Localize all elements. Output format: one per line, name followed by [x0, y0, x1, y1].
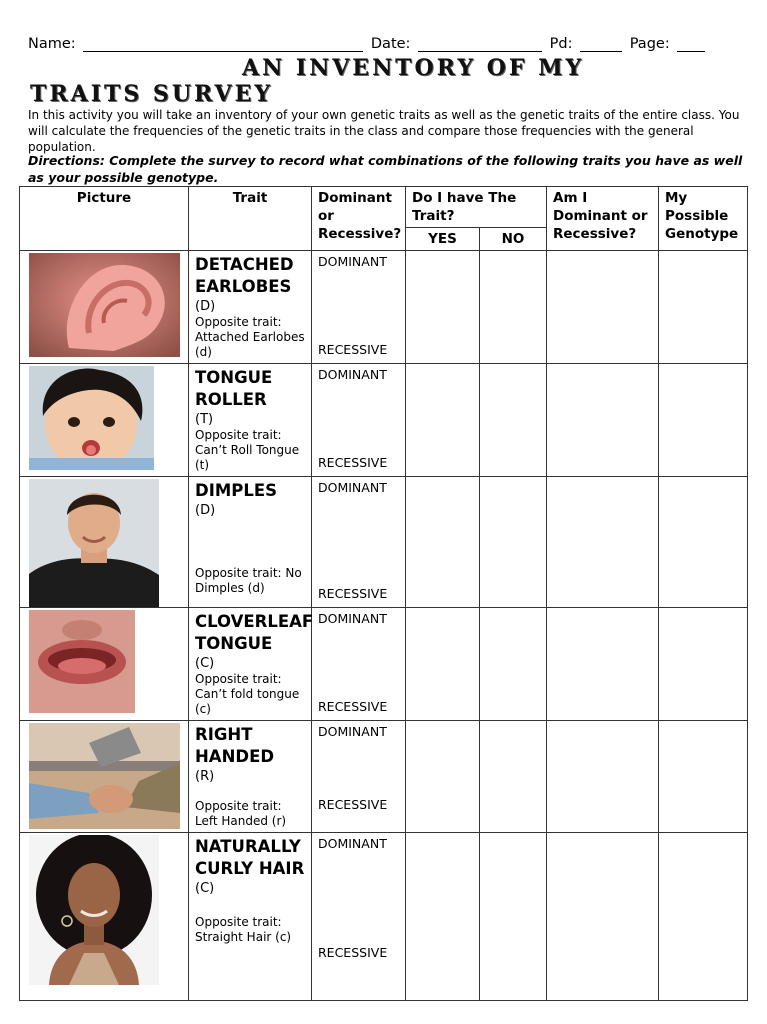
trait-name: CLOVERLEAF TONGUE — [195, 612, 314, 653]
dominant-label: DOMINANT — [318, 480, 387, 495]
trait-name: DIMPLES — [195, 481, 278, 500]
traits-survey-table — [19, 186, 748, 1001]
dominant-recessive-cell — [312, 721, 406, 833]
trait-code: (D) — [195, 503, 216, 518]
yes-cell[interactable] — [406, 608, 480, 721]
opposite-trait: Opposite trait: Attached Earlobes (d) — [195, 315, 305, 359]
opposite-trait: Opposite trait: No Dimples (d) — [195, 566, 302, 595]
tongue-roller-photo — [29, 366, 154, 470]
yes-cell[interactable] — [406, 251, 480, 364]
am-i-cell[interactable] — [547, 721, 659, 833]
date-label: Date: — [370, 36, 411, 52]
header-fields — [28, 36, 708, 52]
recessive-label: RECESSIVE — [318, 342, 388, 357]
table-row — [20, 721, 748, 833]
pd-blank[interactable] — [580, 37, 622, 52]
header-do-i-have: Do I have The Trait? — [406, 187, 547, 228]
trait-name: DETACHED EARLOBES — [195, 255, 294, 296]
dominant-label: DOMINANT — [318, 836, 387, 851]
opposite-trait: Opposite trait: Can’t Roll Tongue (t) — [195, 428, 300, 472]
table-row — [20, 251, 748, 364]
trait-name: RIGHT HANDED — [195, 725, 275, 766]
curly-hair-photo — [29, 835, 159, 985]
table-row — [20, 608, 748, 721]
dominant-recessive-cell — [312, 477, 406, 608]
yes-cell[interactable] — [406, 833, 480, 1001]
dominant-label: DOMINANT — [318, 724, 387, 739]
no-cell[interactable] — [480, 608, 547, 721]
trait-name: NATURALLY CURLY HAIR — [195, 837, 305, 878]
dominant-recessive-cell — [312, 364, 406, 477]
picture-cell — [20, 721, 189, 833]
directions-paragraph: Directions: Complete the survey to record what combinations of the following traits you have as well as your possible genotype. — [28, 153, 743, 185]
am-i-cell[interactable] — [547, 833, 659, 1001]
genotype-cell[interactable] — [659, 608, 748, 721]
genotype-cell[interactable] — [659, 721, 748, 833]
table-row — [20, 477, 748, 608]
table-row — [20, 833, 748, 1001]
trait-cell — [189, 721, 312, 833]
dominant-label: DOMINANT — [318, 367, 387, 382]
table-row — [20, 364, 748, 477]
dominant-label: DOMINANT — [318, 254, 387, 269]
pd-label: Pd: — [549, 36, 573, 52]
name-blank[interactable] — [83, 37, 363, 52]
picture-cell — [20, 251, 189, 364]
picture-cell — [20, 477, 189, 608]
yes-cell[interactable] — [406, 364, 480, 477]
date-blank[interactable] — [418, 37, 542, 52]
no-cell[interactable] — [480, 251, 547, 364]
trait-code: (C) — [195, 656, 215, 671]
dimples-photo — [29, 479, 159, 607]
no-cell[interactable] — [480, 833, 547, 1001]
trait-cell — [189, 833, 312, 1001]
am-i-cell[interactable] — [547, 477, 659, 608]
trait-cell — [189, 477, 312, 608]
picture-cell — [20, 608, 189, 721]
recessive-label: RECESSIVE — [318, 945, 388, 960]
recessive-label: RECESSIVE — [318, 699, 388, 714]
am-i-cell[interactable] — [547, 364, 659, 477]
opposite-trait: Opposite trait: Left Handed (r) — [195, 799, 287, 828]
genotype-cell[interactable] — [659, 364, 748, 477]
opposite-trait: Opposite trait: Can’t fold tongue (c) — [195, 672, 300, 716]
cloverleaf-tongue-photo — [29, 610, 135, 713]
recessive-label: RECESSIVE — [318, 586, 388, 601]
yes-cell[interactable] — [406, 477, 480, 608]
opposite-trait: Opposite trait: Straight Hair (c) — [195, 915, 292, 944]
picture-cell — [20, 833, 189, 1001]
genotype-cell[interactable] — [659, 477, 748, 608]
page-title-line-2: TRAITS SURVEY — [30, 81, 274, 107]
yes-cell[interactable] — [406, 721, 480, 833]
trait-code: (D) — [195, 299, 216, 314]
header-yes: YES — [406, 228, 480, 251]
header-trait: Trait — [189, 187, 312, 251]
earlobe-photo — [29, 253, 180, 357]
header-am-i: Am I Dominant or Recessive? — [547, 187, 659, 251]
trait-cell — [189, 251, 312, 364]
header-picture: Picture — [20, 187, 189, 251]
name-label: Name: — [28, 36, 76, 52]
header-no: NO — [480, 228, 547, 251]
header-genotype: My Possible Genotype — [659, 187, 748, 251]
trait-code: (R) — [195, 769, 215, 784]
handshake-photo — [29, 723, 180, 829]
genotype-cell[interactable] — [659, 251, 748, 364]
page-blank[interactable] — [677, 37, 705, 52]
dominant-recessive-cell — [312, 833, 406, 1001]
recessive-label: RECESSIVE — [318, 455, 388, 470]
trait-cell — [189, 608, 312, 721]
trait-name: TONGUE ROLLER — [195, 368, 273, 409]
recessive-label: RECESSIVE — [318, 797, 388, 812]
am-i-cell[interactable] — [547, 251, 659, 364]
page-title-line-1: AN INVENTORY OF MY — [242, 55, 585, 81]
dominant-label: DOMINANT — [318, 611, 387, 626]
trait-code: (C) — [195, 881, 215, 896]
intro-paragraph: In this activity you will take an inventory of your own genetic traits as well as the genetic traits of the entire class. You will calculate the frequencies of the genetic traits in the class and compare those frequencies with the general population. — [28, 108, 740, 154]
dominant-recessive-cell — [312, 608, 406, 721]
page-label: Page: — [629, 36, 670, 52]
genotype-cell[interactable] — [659, 833, 748, 1001]
no-cell[interactable] — [480, 477, 547, 608]
trait-code: (T) — [195, 412, 214, 427]
header-dominant-or-recessive: Dominant or Recessive? — [312, 187, 406, 251]
picture-cell — [20, 364, 189, 477]
no-cell[interactable] — [480, 364, 547, 477]
dominant-recessive-cell — [312, 251, 406, 364]
trait-cell — [189, 364, 312, 477]
am-i-cell[interactable] — [547, 608, 659, 721]
no-cell[interactable] — [480, 721, 547, 833]
